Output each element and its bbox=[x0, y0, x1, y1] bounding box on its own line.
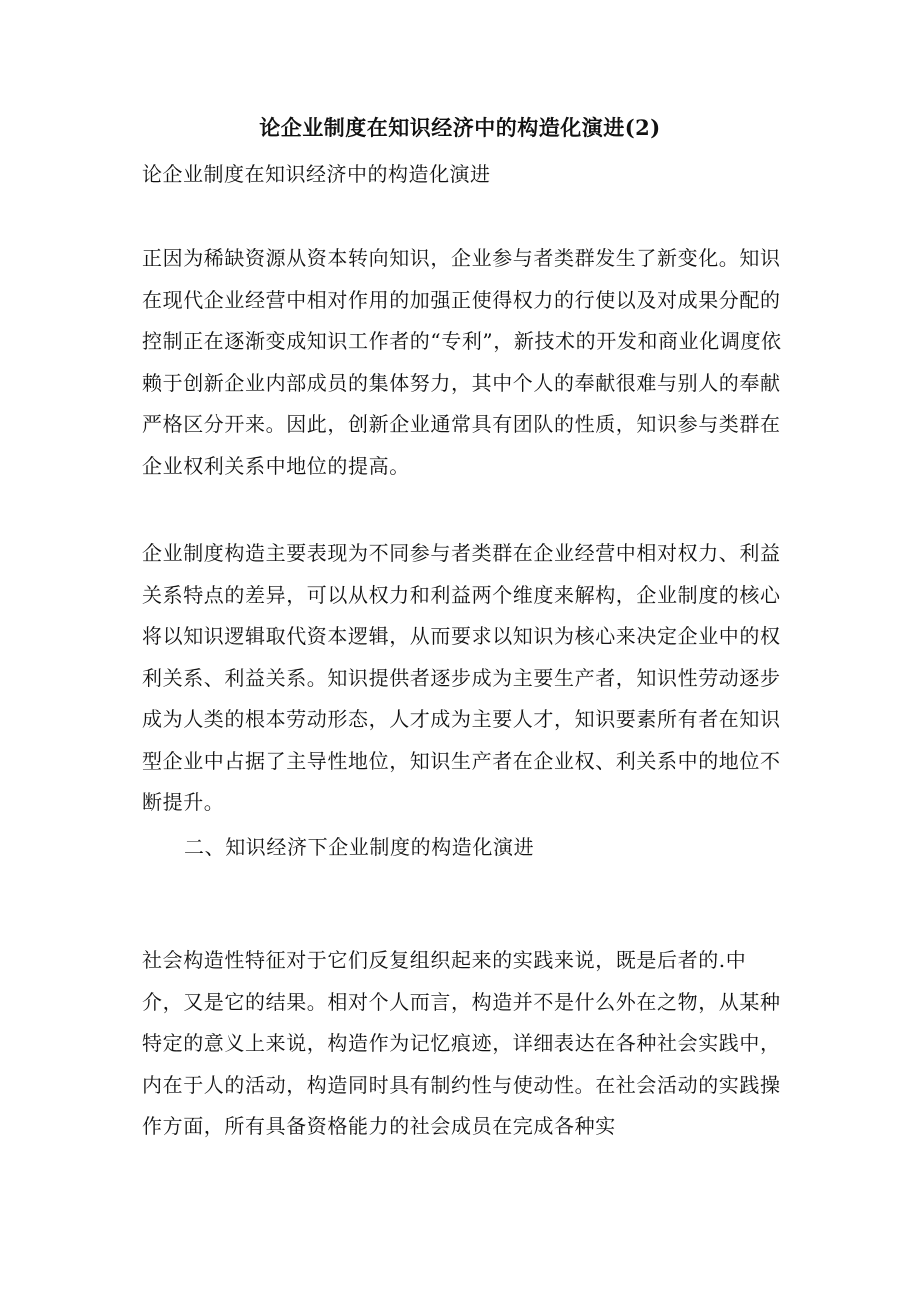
document-subtitle: 论企业制度在知识经济中的构造化演进 bbox=[142, 162, 491, 186]
paragraph-1: 正因为稀缺资源从资本转向知识，企业参与者类群发生了新变化。知识在现代企业经营中相对作用的加强正使得权力的行使以及对成果分配的控制正在逐渐变成知识工作者的“专利”，新技术的开发和商业化调度依赖于创新企业内部成员的集体努力，其中个人的奉献很难与别人的奉献严格区分开来。因此，创新企业通常具有团队的性质，知识参与类群在企业权利关系中地位的提高。 bbox=[142, 246, 782, 478]
document-title: 论企业制度在知识经济中的构造化演进(2) bbox=[259, 115, 661, 140]
paragraph-3: 社会构造性特征对于它们反复组织起来的实践来说，既是后者的.中介，又是它的结果。相对个人而言，构造并不是什么外在之物，从某种特定的意义上来说，构造作为记忆痕迹，详细表达在各种社会实践中，内在于人的活动，构造同时具有制约性与使动性。在社会活动的实践操作方面，所有具备资格能力的社会成员在完成各种实 bbox=[142, 948, 781, 1138]
paragraph-2: 企业制度构造主要表现为不同参与者类群在企业经营中相对权力、利益关系特点的差异，可以从权力和利益两个维度来解构，企业制度的核心将以知识逻辑取代资本逻辑，从而要求以知识为核心来决定企业中的权利关系、利益关系。知识提供者逐步成为主要生产者，知识性劳动逐步成为人类的根本劳动形态，人才成为主要人才，知识要素所有者在知识型企业中占据了主导性地位，知识生产者在企业权、利关系中的地位不断提升。 bbox=[142, 541, 781, 814]
section-heading: 二、知识经济下企业制度的构造化演进 bbox=[184, 835, 535, 859]
